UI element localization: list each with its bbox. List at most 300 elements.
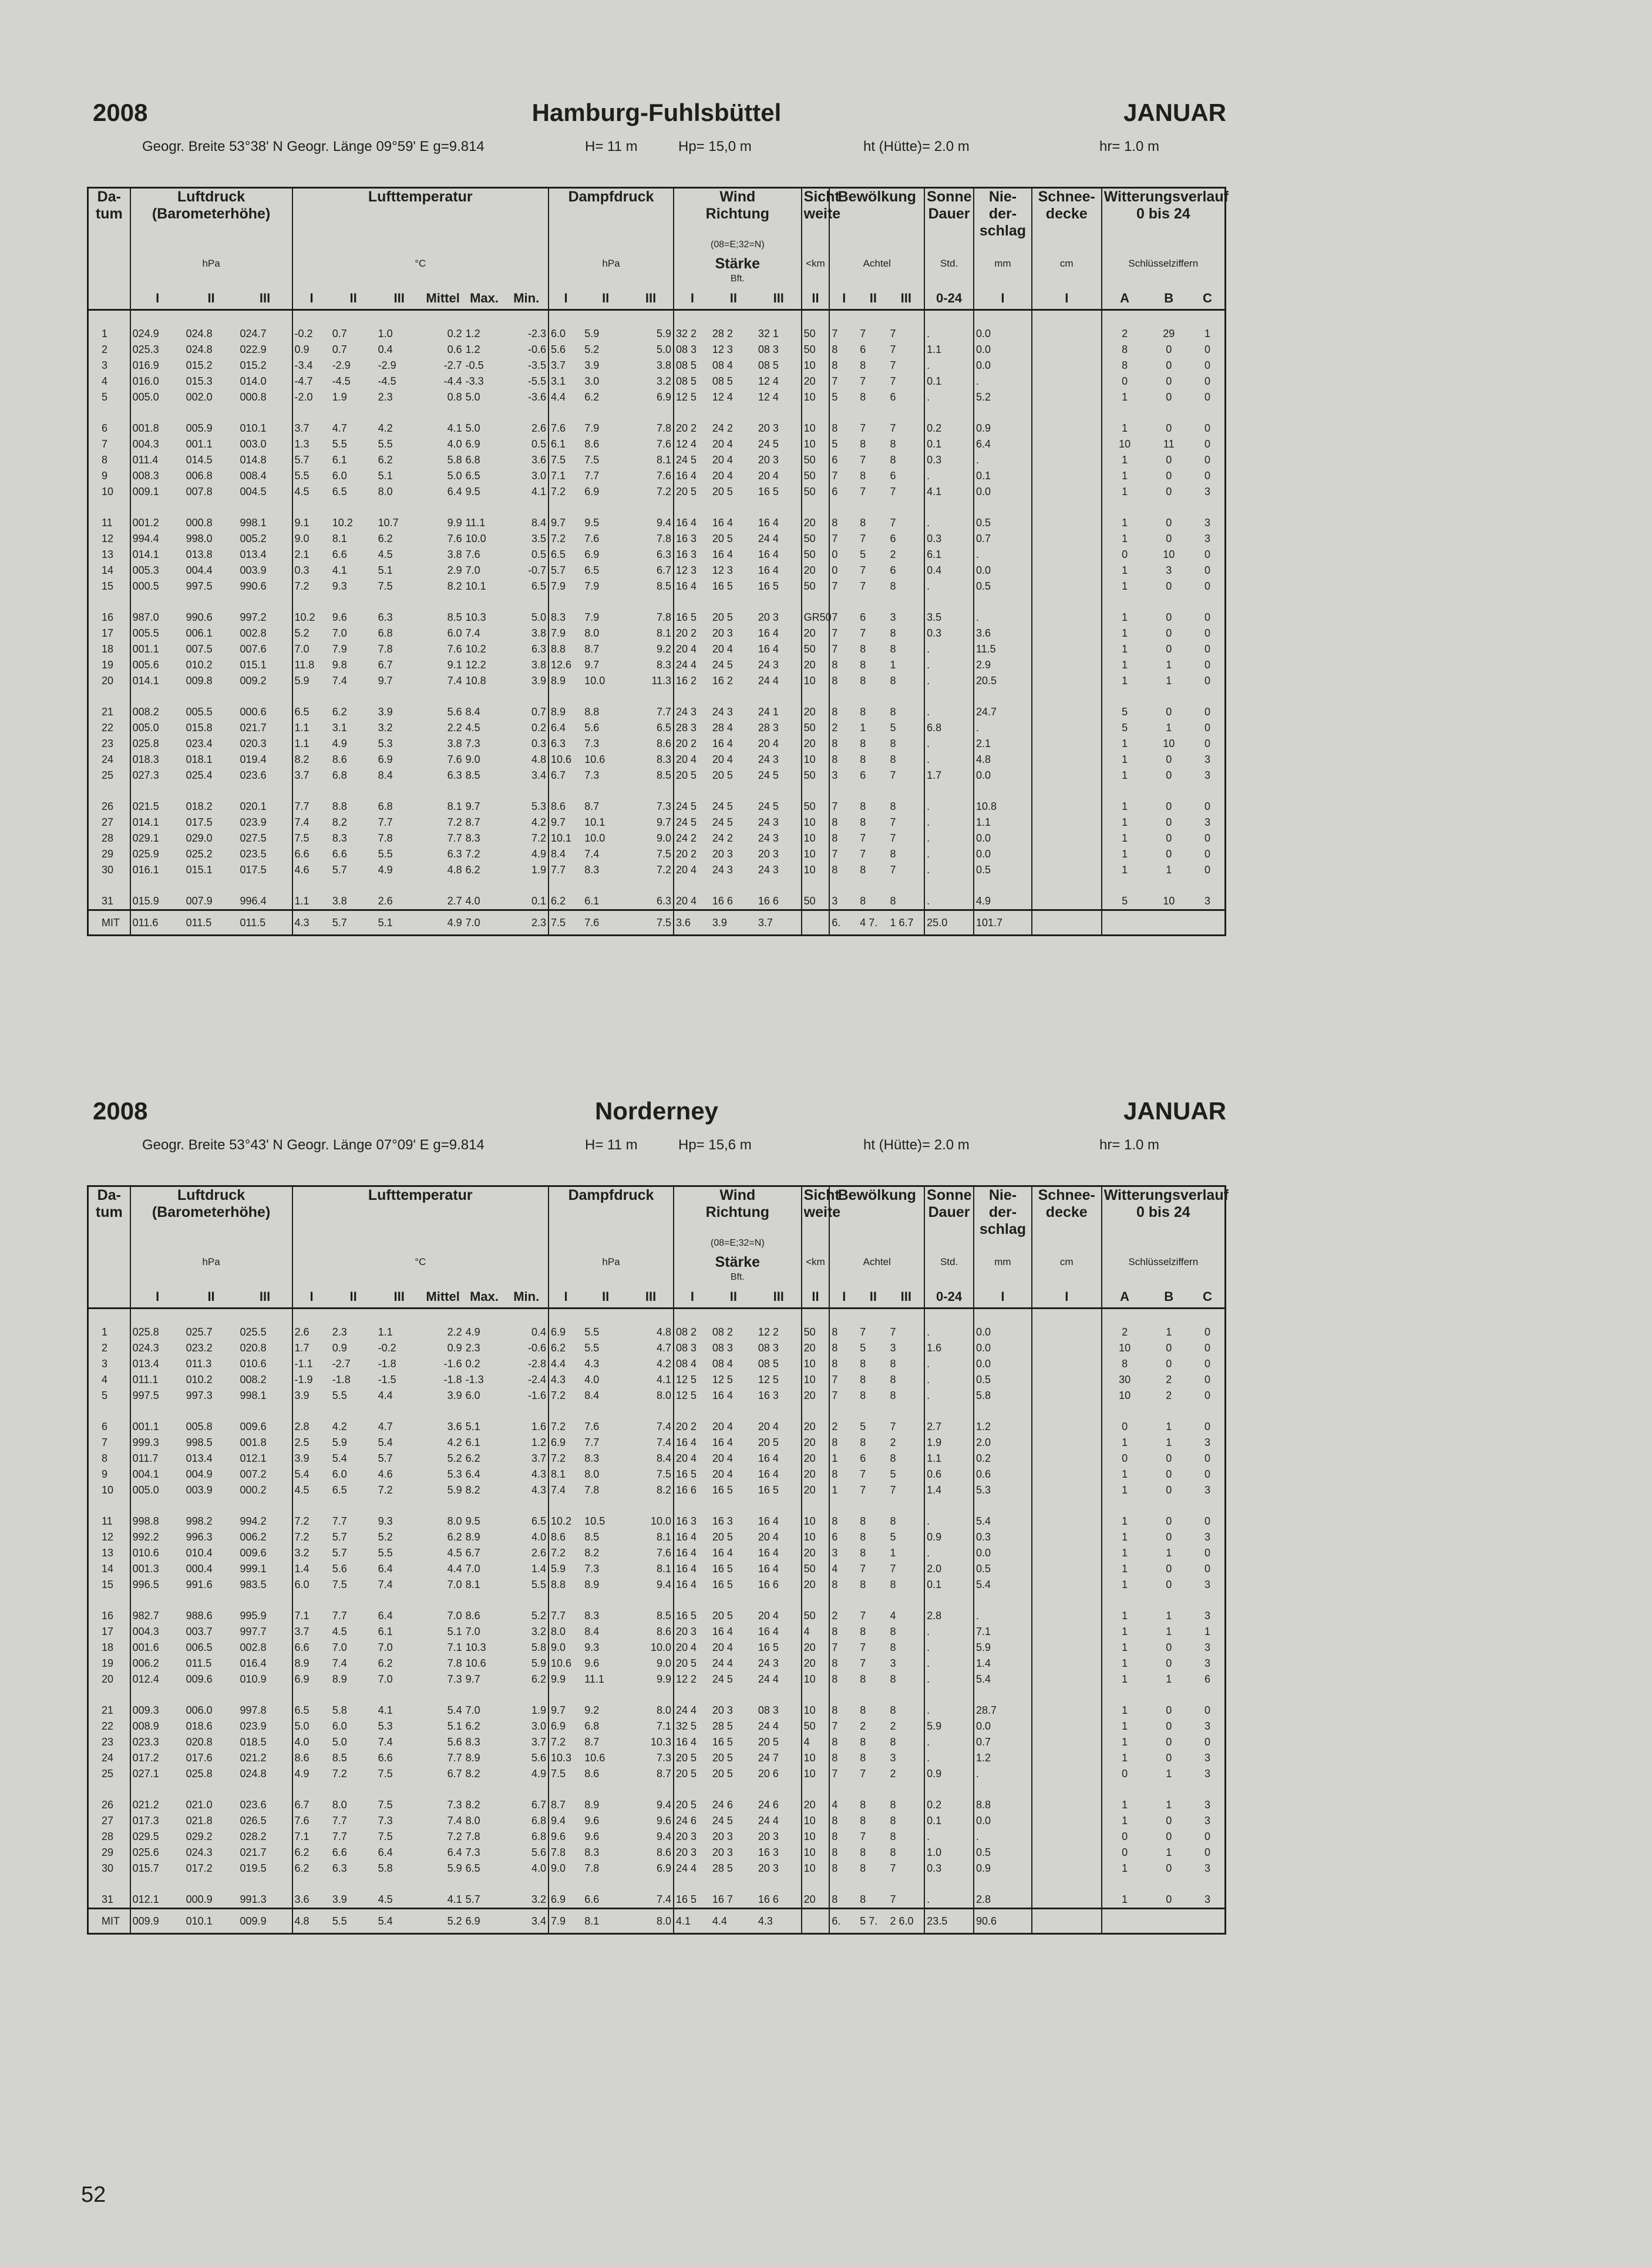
row-gap: [974, 1498, 1032, 1513]
data-cell: 7.6: [656, 470, 672, 482]
data-cell: 003.9: [240, 564, 267, 576]
data-cell: 004.3: [130, 1624, 184, 1640]
data-cell: GR50: [802, 610, 830, 625]
subcol-header: I: [674, 1286, 711, 1309]
data-cell: 1: [1102, 1561, 1148, 1577]
day-row: [88, 1892, 1226, 1909]
data-cell: 10: [802, 862, 830, 878]
row-gap: [1148, 1404, 1190, 1419]
data-cell: 24 5: [674, 799, 711, 815]
data-cell: 4.0: [292, 1734, 331, 1750]
row-gap: [504, 878, 549, 893]
day-row: [88, 1529, 1226, 1545]
header-spacer: [802, 1272, 830, 1286]
data-cell: 1.9: [531, 1704, 547, 1716]
data-cell: 10: [802, 1356, 830, 1372]
data-cell: 4.5: [292, 484, 331, 500]
data-cell: 7: [890, 517, 896, 529]
header-spacer: [88, 274, 130, 288]
data-cell: 10: [802, 421, 830, 436]
month-label: JANUAR: [1123, 99, 1226, 126]
data-cell: 3: [890, 1342, 896, 1354]
data-cell: 7.6: [447, 643, 462, 655]
data-cell: 8: [860, 659, 866, 671]
data-cell: 028.2: [240, 1831, 267, 1842]
row-gap: [583, 1498, 628, 1513]
data-cell: 8: [829, 1324, 858, 1340]
data-cell: 1.1: [924, 1451, 974, 1467]
data-cell: 8: [860, 1579, 866, 1590]
data-cell: 8.3: [656, 659, 672, 671]
data-cell: 7: [860, 1563, 866, 1575]
mean-cell: 5 7.: [858, 1909, 888, 1934]
station-metadata: [87, 1132, 1226, 1185]
data-cell: 16 4: [712, 1390, 733, 1401]
day-number: 1: [88, 1324, 130, 1340]
day-number: 22: [88, 1718, 130, 1734]
data-cell: 9.5: [584, 517, 600, 529]
data-cell: 014.1: [130, 673, 184, 689]
row-gap: [292, 1309, 331, 1325]
mean-cell: [1148, 1909, 1190, 1934]
row-gap: [583, 1404, 628, 1419]
data-cell: -0.6: [527, 344, 547, 355]
data-cell: 7: [860, 1657, 866, 1669]
header-spacer: [974, 1238, 1032, 1252]
data-cell: 0.3: [924, 625, 974, 641]
data-cell: 008.2: [130, 704, 184, 720]
data-cell: .: [924, 1640, 974, 1656]
data-cell: 7.9: [332, 643, 347, 655]
data-cell: .: [924, 1356, 974, 1372]
data-cell: 5.9: [531, 1657, 547, 1669]
row-gap: [888, 1498, 924, 1513]
subcol-header: III: [376, 1286, 422, 1309]
data-cell: 24 3: [712, 864, 733, 876]
row-gap: [1190, 689, 1226, 704]
data-cell: 1: [1102, 1750, 1148, 1766]
data-cell: -4.5: [378, 375, 396, 387]
row-gap: [331, 1404, 376, 1419]
row-gap: [802, 1498, 830, 1513]
row-gap: [1190, 1404, 1226, 1419]
subcol-header: 0-24: [924, 1286, 974, 1309]
data-cell: 16 5: [758, 1484, 779, 1496]
data-cell: [1032, 389, 1102, 405]
header-spacer: [130, 1238, 292, 1252]
mean-cell: 7.6: [583, 910, 628, 936]
data-cell: 024.8: [186, 344, 213, 355]
row-gap: [130, 1782, 184, 1797]
mean-cell: 101.7: [974, 910, 1032, 936]
row-gap: [130, 689, 184, 704]
data-cell: 5.4: [447, 1704, 462, 1716]
row-gap: [583, 500, 628, 515]
data-cell: 7.3: [378, 1815, 393, 1827]
row-gap: [292, 1782, 331, 1797]
data-cell: 016.9: [130, 358, 184, 374]
data-cell: 11.5: [974, 641, 1032, 657]
data-cell: 6.0: [332, 470, 347, 482]
data-cell: 0.6: [924, 1467, 974, 1482]
row-gap: [292, 500, 331, 515]
data-cell: 8.5: [656, 769, 672, 781]
mean-cell: [1148, 910, 1190, 936]
row-gap: [130, 1876, 184, 1892]
data-cell: 7.3: [465, 1846, 480, 1858]
col-luftdruck-header-line: Luftdruck: [177, 189, 245, 205]
data-cell: 025.3: [130, 342, 184, 358]
data-cell: 8.0: [447, 1515, 462, 1527]
data-cell: 10: [802, 358, 830, 374]
subcol-header: 0-24: [924, 288, 974, 310]
data-cell: 010.4: [186, 1547, 213, 1559]
data-cell: 1: [1102, 389, 1148, 405]
data-cell: 4.2: [531, 816, 547, 828]
header-spacer: [829, 274, 924, 288]
data-cell: 7.4: [332, 675, 347, 687]
col-bew-header: Bewölkung: [829, 188, 924, 240]
data-cell: 5.8: [531, 1642, 547, 1653]
row-gap: [1148, 689, 1190, 704]
data-cell: 1: [1102, 1797, 1148, 1813]
data-cell: 3: [1204, 1610, 1210, 1622]
data-cell: 0: [1204, 1515, 1210, 1527]
row-gap: [674, 1309, 711, 1325]
row-gap: [628, 783, 674, 799]
data-cell: 1: [1102, 1734, 1148, 1750]
mean-cell: 5.4: [376, 1909, 422, 1934]
row-gap: [674, 1498, 711, 1513]
data-cell: 3: [1204, 1642, 1210, 1653]
data-cell: 6.8: [378, 627, 393, 639]
data-cell: .: [924, 468, 974, 484]
row-gap: [238, 405, 292, 421]
data-cell: 10: [802, 1703, 830, 1718]
day-row: [88, 436, 1226, 452]
data-cell: 8: [890, 1673, 896, 1685]
data-cell: 6: [860, 611, 866, 623]
data-cell: 3.2: [378, 722, 393, 734]
data-cell: 4.0: [531, 1531, 547, 1543]
row-gap: [184, 689, 238, 704]
header-spacer: [1102, 274, 1226, 288]
col-sicht-header-line: weite: [803, 1204, 841, 1220]
row-gap: [1148, 878, 1190, 893]
day-number: 24: [88, 1750, 130, 1766]
data-cell: 8: [860, 1626, 866, 1637]
mean-cell: [1102, 910, 1148, 936]
row-gap: [1190, 878, 1226, 893]
row-gap: [583, 405, 628, 421]
unit-celsius: °C: [292, 254, 549, 274]
row-gap: [756, 310, 802, 327]
data-cell: 8: [860, 1704, 866, 1716]
row-gap: [292, 405, 331, 421]
station-norderney: [87, 1097, 1229, 1935]
data-cell: 08 5: [758, 359, 779, 371]
data-cell: 8.1: [447, 800, 462, 812]
data-cell: .: [924, 1388, 974, 1404]
data-cell: 021.2: [130, 1797, 184, 1813]
data-cell: 10.0: [465, 533, 486, 544]
data-cell: 0: [1204, 1468, 1210, 1480]
data-cell: 017.5: [240, 864, 267, 876]
data-cell: 5: [1102, 704, 1148, 720]
data-cell: 7.2: [332, 1768, 347, 1780]
mean-cell: 6.: [829, 1909, 858, 1934]
data-cell: 20 3: [712, 627, 733, 639]
data-cell: 10: [802, 815, 830, 830]
data-cell: 7.5: [378, 580, 393, 592]
row-gap: [422, 689, 464, 704]
data-cell: 4.1: [447, 1893, 462, 1905]
data-cell: 24 5: [712, 659, 733, 671]
data-cell: 6.9: [656, 391, 672, 403]
data-cell: 5.9: [974, 1640, 1032, 1656]
data-cell: 4.4: [549, 389, 583, 405]
day-row: [88, 799, 1226, 815]
row-gap: [130, 1498, 184, 1513]
data-cell: 008.9: [130, 1718, 184, 1734]
data-cell: 015.2: [186, 359, 213, 371]
header-spacer: [292, 1272, 549, 1286]
row-gap: [376, 1404, 422, 1419]
row-gap: [1102, 594, 1148, 610]
data-cell: 0: [1166, 486, 1172, 497]
data-cell: 1.6: [924, 1340, 974, 1356]
data-cell: [1032, 846, 1102, 862]
data-cell: 08 2: [712, 1326, 733, 1338]
data-cell: 16 5: [674, 1608, 711, 1624]
data-cell: 017.5: [186, 816, 213, 828]
row-gap: [422, 783, 464, 799]
data-cell: 023.9: [240, 816, 267, 828]
data-cell: 8.3: [584, 1610, 600, 1622]
header-spacer: [829, 240, 924, 254]
data-cell: .: [924, 1703, 974, 1718]
day-row: [88, 1640, 1226, 1656]
mean-cell: 7.9: [549, 1909, 583, 1934]
data-cell: 0: [1166, 391, 1172, 403]
data-cell: 007.5: [186, 643, 213, 655]
data-cell: 0: [1166, 1642, 1172, 1653]
mean-cell: 3.4: [504, 1909, 549, 1934]
col-wind-header-line: Wind: [719, 189, 756, 205]
data-cell: 6.4: [465, 1468, 480, 1480]
data-cell: 3.1: [549, 374, 583, 389]
wind-direction-code: (08=E;32=N): [674, 240, 802, 254]
data-cell: 20 3: [712, 848, 733, 860]
wind-bft-label: Bft.: [674, 274, 802, 288]
data-cell: 2: [1166, 1374, 1172, 1385]
data-cell: 4: [890, 1610, 896, 1622]
data-cell: 5.6: [447, 1736, 462, 1748]
data-cell: 20 5: [674, 768, 711, 783]
data-cell: 9.7: [378, 675, 393, 687]
data-cell: 20 4: [712, 1421, 733, 1432]
data-cell: 4.4: [549, 1356, 583, 1372]
data-cell: 10.6: [584, 754, 605, 765]
data-cell: 006.2: [130, 1656, 184, 1671]
data-cell: 7.6: [447, 754, 462, 765]
data-cell: 0: [1166, 1736, 1172, 1748]
data-cell: 20 3: [758, 454, 779, 466]
data-cell: 10: [802, 752, 830, 768]
data-cell: -1.5: [378, 1374, 396, 1385]
data-cell: 3: [890, 1657, 896, 1669]
data-cell: 8.4: [656, 1452, 672, 1464]
mean-cell: 8.1: [583, 1909, 628, 1934]
data-cell: 20 3: [674, 1624, 711, 1640]
row-gap: [464, 783, 505, 799]
row-gap: [376, 878, 422, 893]
data-cell: 4.1: [378, 1704, 393, 1716]
data-cell: 8.1: [656, 627, 672, 639]
data-cell: 4.5: [378, 549, 393, 560]
data-cell: 013.8: [186, 549, 213, 560]
row-gap: [974, 1687, 1032, 1703]
subcol-header: I: [1032, 288, 1102, 310]
data-cell: 8: [829, 1624, 858, 1640]
data-cell: 2.3: [332, 1326, 347, 1338]
data-cell: -1.8: [443, 1374, 462, 1385]
data-cell: 20 4: [674, 1451, 711, 1467]
data-cell: 0.0: [974, 563, 1032, 578]
day-row: [88, 830, 1226, 846]
data-cell: 024.3: [186, 1846, 213, 1858]
data-cell: 4.4: [378, 1390, 393, 1401]
data-cell: 001.1: [130, 1419, 184, 1435]
data-cell: 10: [1163, 895, 1175, 907]
day-number: 28: [88, 1829, 130, 1845]
data-cell: 8: [860, 1531, 866, 1543]
data-cell: 7.2: [531, 832, 547, 844]
data-cell: [1032, 815, 1102, 830]
day-number: 20: [88, 1671, 130, 1687]
data-cell: 009.1: [130, 484, 184, 500]
data-cell: 3.7: [549, 358, 583, 374]
data-cell: 8.3: [465, 832, 480, 844]
data-cell: 0: [1166, 643, 1172, 655]
data-cell: 7: [829, 1640, 858, 1656]
col-wind-header: [674, 1186, 802, 1239]
data-cell: 5.5: [332, 1390, 347, 1401]
row-gap: [711, 878, 756, 893]
day-number: 17: [88, 1624, 130, 1640]
data-cell: 4.9: [378, 864, 393, 876]
data-cell: [1032, 1797, 1102, 1813]
mean-cell: 4.9: [422, 910, 464, 936]
unit-hpa: hPa: [130, 254, 292, 274]
row-gap: [802, 878, 830, 893]
data-cell: 1: [1102, 531, 1148, 547]
data-cell: 8.7: [656, 1768, 672, 1780]
row-gap: [1148, 594, 1190, 610]
data-cell: 16 7: [712, 1893, 733, 1905]
data-cell: 20 4: [712, 1468, 733, 1480]
data-cell: 1: [860, 722, 866, 734]
data-cell: .: [924, 1513, 974, 1529]
data-cell: 50: [802, 531, 830, 547]
data-cell: 1: [1102, 578, 1148, 594]
data-cell: 021.8: [186, 1815, 213, 1827]
data-cell: 027.1: [130, 1766, 184, 1782]
data-cell: 9.7: [465, 1673, 480, 1685]
day-row: [88, 452, 1226, 468]
data-cell: 8.4: [465, 706, 480, 718]
data-cell: 0: [1204, 1846, 1210, 1858]
data-cell: 8.6: [656, 1626, 672, 1637]
row-gap: [888, 594, 924, 610]
col-sicht-header-line: Sicht: [803, 1187, 840, 1203]
data-cell: 0.2: [447, 328, 462, 339]
data-cell: 16 4: [674, 1577, 711, 1593]
data-cell: 20 5: [712, 611, 733, 623]
data-cell: 08 3: [712, 1342, 733, 1354]
data-cell: 6.9: [584, 486, 600, 497]
data-cell: 9.3: [584, 1642, 600, 1653]
header-spacer: [88, 1238, 130, 1252]
data-cell: 10: [802, 1750, 830, 1766]
data-cell: 994.2: [240, 1515, 267, 1527]
data-cell: 6: [890, 533, 896, 544]
data-cell: 1.1: [378, 1326, 393, 1338]
data-cell: 0: [1204, 438, 1210, 450]
data-cell: 001.2: [130, 515, 184, 531]
mean-cell: 5.7: [331, 910, 376, 936]
data-cell: 7.8: [378, 643, 393, 655]
data-cell: [1032, 1608, 1102, 1624]
data-cell: 16 5: [712, 1563, 733, 1575]
mean-cell: 010.1: [184, 1909, 238, 1934]
data-cell: 0.0: [974, 830, 1032, 846]
data-cell: 6: [890, 470, 896, 482]
header-spacer: [292, 1238, 549, 1252]
data-cell: 8: [890, 1515, 896, 1527]
data-cell: 7.2: [656, 486, 672, 497]
data-cell: 007.6: [240, 643, 267, 655]
data-cell: 4.5: [332, 1626, 347, 1637]
day-row: [88, 1829, 1226, 1845]
col-sonne-header: [924, 188, 974, 240]
mean-cell: 011.5: [238, 910, 292, 936]
col-luftdruck-header-line: (Barometerhöhe): [152, 206, 271, 222]
data-cell: 8.7: [584, 800, 600, 812]
data-cell: 8: [860, 517, 866, 529]
data-cell: 20 5: [674, 1656, 711, 1671]
data-cell: 3: [1204, 486, 1210, 497]
row-gap: [464, 1498, 505, 1513]
row-gap: [464, 689, 505, 704]
row-gap: [583, 1876, 628, 1892]
data-cell: 10: [802, 1845, 830, 1861]
data-cell: 5.8: [332, 1704, 347, 1716]
subcol-header: II: [583, 1286, 628, 1309]
data-cell: 025.6: [130, 1845, 184, 1861]
data-cell: 8.1: [656, 1563, 672, 1575]
row-gap: [628, 1309, 674, 1325]
data-cell: 8.4: [584, 1626, 600, 1637]
row-gap: [924, 1404, 974, 1419]
data-cell: 0.0: [974, 1340, 1032, 1356]
col-nied-header-line: der-: [988, 1204, 1017, 1220]
data-cell: 10.8: [974, 799, 1032, 815]
row-gap: [974, 594, 1032, 610]
data-cell: 6.7: [549, 768, 583, 783]
data-cell: 7.6: [656, 438, 672, 450]
data-cell: 10.1: [549, 830, 583, 846]
